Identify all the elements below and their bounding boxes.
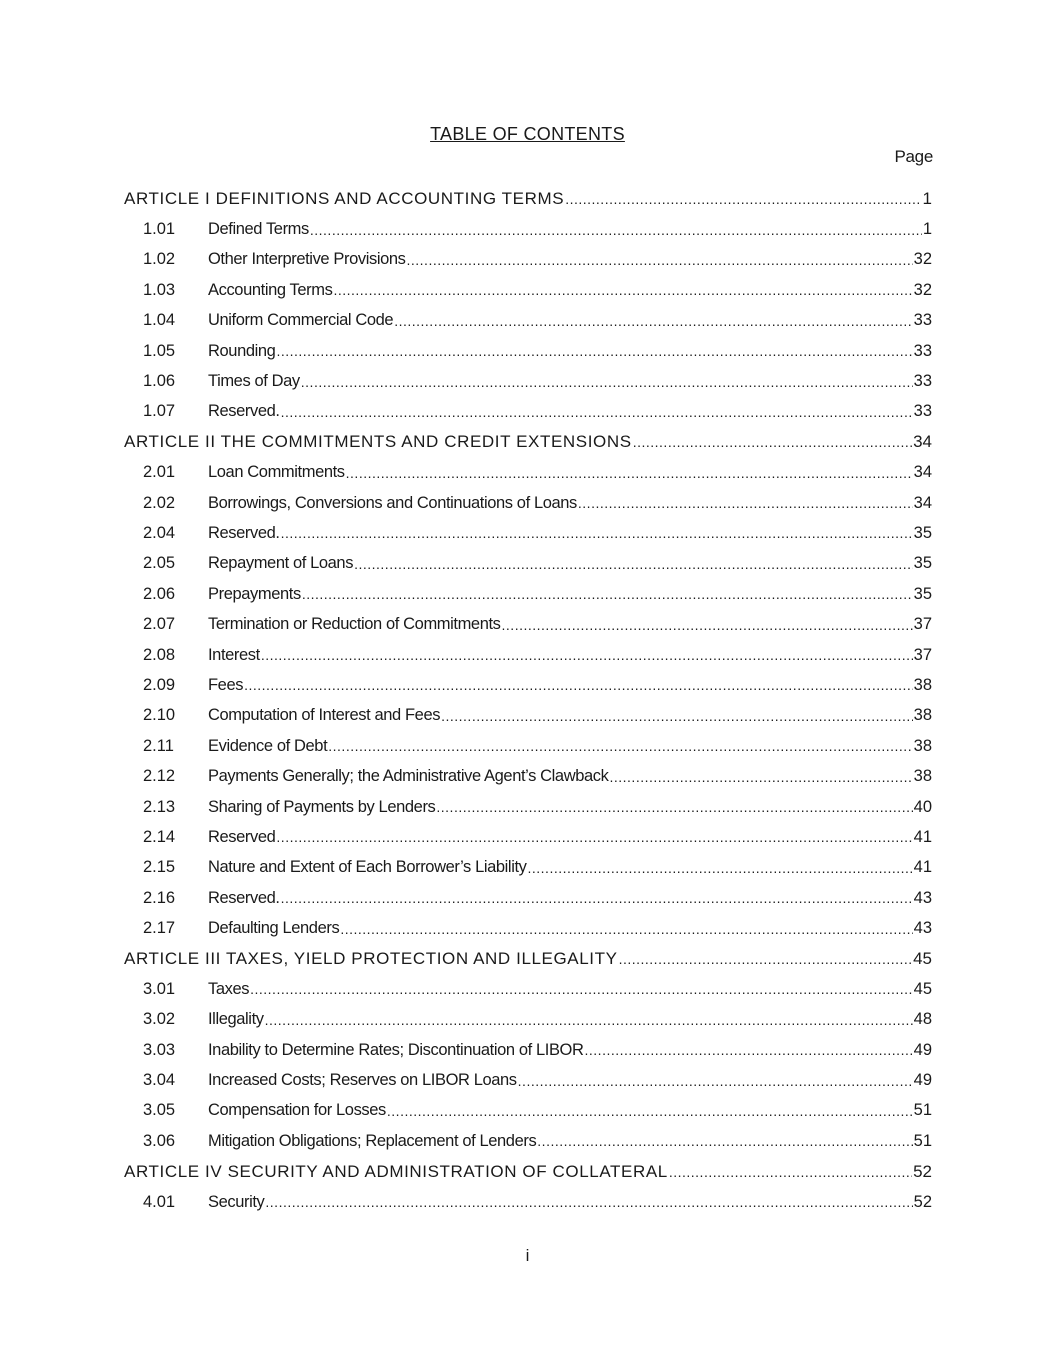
section-title: Illegality: [208, 1010, 264, 1029]
page-number: 49: [913, 1071, 932, 1090]
section-number: 2.10: [143, 706, 176, 725]
section-title: Evidence of Debt: [208, 736, 328, 755]
footer-page-number: i: [525, 1246, 530, 1265]
section-title: Defined Terms: [208, 220, 309, 239]
toc-section-entry: [124, 458, 932, 488]
section-title: Accounting Terms: [208, 280, 333, 299]
section-title: Rounding: [208, 341, 276, 360]
dot-leader: [394, 313, 912, 329]
toc-section-entry: [124, 609, 932, 639]
section-title: Mitigation Obligations; Replacement of Lenders: [208, 1131, 537, 1150]
toc-article-entry: [124, 1157, 932, 1187]
dot-leader: [340, 921, 912, 937]
toc-article-entry: [124, 427, 932, 457]
page-number: 35: [913, 554, 932, 573]
section-number: 2.07: [143, 615, 176, 634]
section-title: Defaulting Lenders: [208, 919, 340, 938]
toc-section-entry: [124, 1126, 932, 1156]
dot-leader: [346, 465, 913, 481]
toc-section-entry: [124, 1187, 932, 1217]
page-number: 45: [913, 979, 932, 998]
section-number: 1.04: [143, 311, 176, 330]
dot-leader: [502, 617, 913, 633]
page-number: 38: [913, 675, 932, 694]
dot-leader: [276, 829, 912, 845]
page-number: 34: [913, 432, 932, 452]
page-number: 34: [913, 493, 932, 512]
toc-section-entry: [124, 336, 932, 366]
section-number: 1.06: [143, 372, 176, 391]
page-number: 1: [922, 189, 932, 209]
section-title: Taxes: [208, 979, 250, 998]
section-title: Inability to Determine Rates; Discontinuation of LIBOR: [208, 1040, 584, 1059]
section-title: Reserved.: [208, 523, 280, 542]
page-number: 37: [913, 615, 932, 634]
toc-section-entry: [124, 214, 932, 244]
section-title: Reserved.: [208, 888, 280, 907]
section-title: Uniform Commercial Code: [208, 311, 394, 330]
dot-leader: [265, 1012, 913, 1028]
section-number: 2.12: [143, 767, 176, 786]
toc-section-entry: [124, 670, 932, 700]
page-number: 33: [913, 402, 932, 421]
toc-section-entry: [124, 366, 932, 396]
toc-section-entry: [124, 792, 932, 822]
dot-leader: [244, 677, 913, 693]
toc-section-entry: [124, 306, 932, 336]
toc-section-entry: [124, 549, 932, 579]
dot-leader: [578, 495, 913, 511]
section-number: 1.02: [143, 250, 176, 269]
section-number: 1.05: [143, 341, 176, 360]
section-number: 3.01: [143, 979, 176, 998]
page-number: 48: [913, 1010, 932, 1029]
toc-section-entry: [124, 1005, 932, 1035]
toc-section-entry: [124, 397, 932, 427]
dot-leader: [265, 1194, 912, 1210]
dot-leader: [354, 556, 913, 572]
section-title: Termination or Reduction of Commitments: [208, 615, 501, 634]
toc-section-entry: [124, 1065, 932, 1095]
section-number: 1.03: [143, 280, 176, 299]
dot-leader: [537, 1133, 912, 1149]
section-number: 2.06: [143, 584, 176, 603]
toc-section-entry: [124, 701, 932, 731]
page-number: 51: [913, 1131, 932, 1150]
dot-leader: [633, 434, 912, 450]
page-number: 33: [913, 311, 932, 330]
page-number: 35: [913, 523, 932, 542]
section-title: Reserved.: [208, 402, 280, 421]
dot-leader: [302, 586, 913, 602]
toc-article-entry: [124, 184, 932, 214]
section-number: 1.01: [143, 220, 176, 239]
page-number: 45: [913, 948, 932, 968]
toc-section-entry: [124, 275, 932, 305]
article-title: ARTICLE I DEFINITIONS AND ACCOUNTING TERMS: [124, 189, 565, 209]
section-title: Prepayments: [208, 584, 301, 603]
page-column-label: Page: [894, 147, 933, 166]
article-title: ARTICLE III TAXES, YIELD PROTECTION AND ILLEGALITY: [124, 948, 618, 968]
section-title: Payments Generally; the Administrative Agent’s Clawback: [208, 767, 609, 786]
dot-leader: [261, 647, 913, 663]
page-number: 51: [913, 1101, 932, 1120]
toc-title: TABLE OF CONTENTS: [430, 124, 625, 144]
toc-section-entry: [124, 761, 932, 791]
dot-leader: [565, 191, 921, 207]
page-number: 41: [913, 858, 932, 877]
section-title: Increased Costs; Reserves on LIBOR Loans: [208, 1071, 517, 1090]
dot-leader: [281, 404, 913, 420]
section-number: 4.01: [143, 1192, 176, 1211]
dot-leader: [518, 1073, 913, 1089]
section-number: 3.03: [143, 1040, 176, 1059]
page-number: 52: [913, 1192, 932, 1211]
dot-leader: [441, 708, 913, 724]
section-number: 2.17: [143, 919, 176, 938]
section-number: 2.13: [143, 797, 176, 816]
section-number: 2.08: [143, 645, 176, 664]
section-number: 3.02: [143, 1010, 176, 1029]
page-number: 38: [913, 706, 932, 725]
section-number: 2.14: [143, 827, 176, 846]
section-number: 3.04: [143, 1071, 176, 1090]
section-number: 2.09: [143, 675, 176, 694]
dot-leader: [333, 282, 912, 298]
dot-leader: [436, 799, 912, 815]
section-number: 2.04: [143, 523, 176, 542]
dot-leader: [250, 981, 913, 997]
page-number: 43: [913, 919, 932, 938]
section-number: 3.06: [143, 1131, 176, 1150]
toc-article-entry: [124, 944, 932, 974]
article-title: ARTICLE II THE COMMITMENTS AND CREDIT EXTENSIONS: [124, 432, 632, 452]
dot-leader: [281, 525, 913, 541]
section-title: Interest: [208, 645, 260, 664]
page-number: 43: [913, 888, 932, 907]
dot-leader: [407, 252, 913, 268]
toc-section-entry: [124, 974, 932, 1004]
toc-section-entry: [124, 518, 932, 548]
dot-leader: [585, 1042, 913, 1058]
toc-section-entry: [124, 640, 932, 670]
section-number: 3.05: [143, 1101, 176, 1120]
article-title: ARTICLE IV SECURITY AND ADMINISTRATION OF COLLATERAL: [124, 1161, 668, 1181]
toc-section-entry: [124, 245, 932, 275]
toc-section-entry: [124, 1096, 932, 1126]
page-number: 35: [913, 584, 932, 603]
dot-leader: [669, 1164, 912, 1180]
dot-leader: [387, 1103, 913, 1119]
section-number: 1.07: [143, 402, 176, 421]
section-number: 2.16: [143, 888, 176, 907]
section-number: 2.11: [143, 736, 174, 755]
section-title: Sharing of Payments by Lenders: [208, 797, 436, 816]
section-title: Repayment of Loans: [208, 554, 354, 573]
section-title: Reserved: [208, 827, 276, 846]
toc-section-entry: [124, 579, 932, 609]
dot-leader: [301, 374, 913, 390]
section-title: Compensation for Losses: [208, 1101, 386, 1120]
page-number: 52: [913, 1161, 932, 1181]
page-number: 32: [913, 250, 932, 269]
section-number: 2.15: [143, 858, 176, 877]
toc-list: [124, 184, 932, 1217]
section-number: 2.01: [143, 463, 176, 482]
dot-leader: [619, 951, 913, 967]
toc-section-entry: [124, 883, 932, 913]
dot-leader: [609, 769, 912, 785]
toc-section-entry: [124, 488, 932, 518]
section-title: Loan Commitments: [208, 463, 345, 482]
toc-section-entry: [124, 913, 932, 943]
page-number: 49: [913, 1040, 932, 1059]
toc-section-entry: [124, 1035, 932, 1065]
page-number: 33: [913, 341, 932, 360]
page-number: 41: [913, 827, 932, 846]
toc-section-entry: [124, 731, 932, 761]
toc-section-entry: [124, 853, 932, 883]
page-number: 1: [922, 220, 932, 239]
page-number: 40: [913, 797, 932, 816]
page-number: 37: [913, 645, 932, 664]
page-number: 33: [913, 372, 932, 391]
dot-leader: [528, 860, 913, 876]
page-number: 38: [913, 736, 932, 755]
dot-leader: [276, 343, 912, 359]
section-title: Times of Day: [208, 372, 300, 391]
section-number: 2.05: [143, 554, 176, 573]
page-number: 38: [913, 767, 932, 786]
dot-leader: [310, 222, 922, 238]
section-title: Computation of Interest and Fees: [208, 706, 441, 725]
section-title: Borrowings, Conversions and Continuations of Loans: [208, 493, 577, 512]
page-number: 32: [913, 280, 932, 299]
dot-leader: [281, 890, 913, 906]
page-number: 34: [913, 463, 932, 482]
section-number: 2.02: [143, 493, 176, 512]
section-title: Fees: [208, 675, 244, 694]
toc-section-entry: [124, 822, 932, 852]
dot-leader: [328, 738, 912, 754]
section-title: Security: [208, 1192, 265, 1211]
section-title: Nature and Extent of Each Borrower’s Liability: [208, 858, 527, 877]
section-title: Other Interpretive Provisions: [208, 250, 406, 269]
